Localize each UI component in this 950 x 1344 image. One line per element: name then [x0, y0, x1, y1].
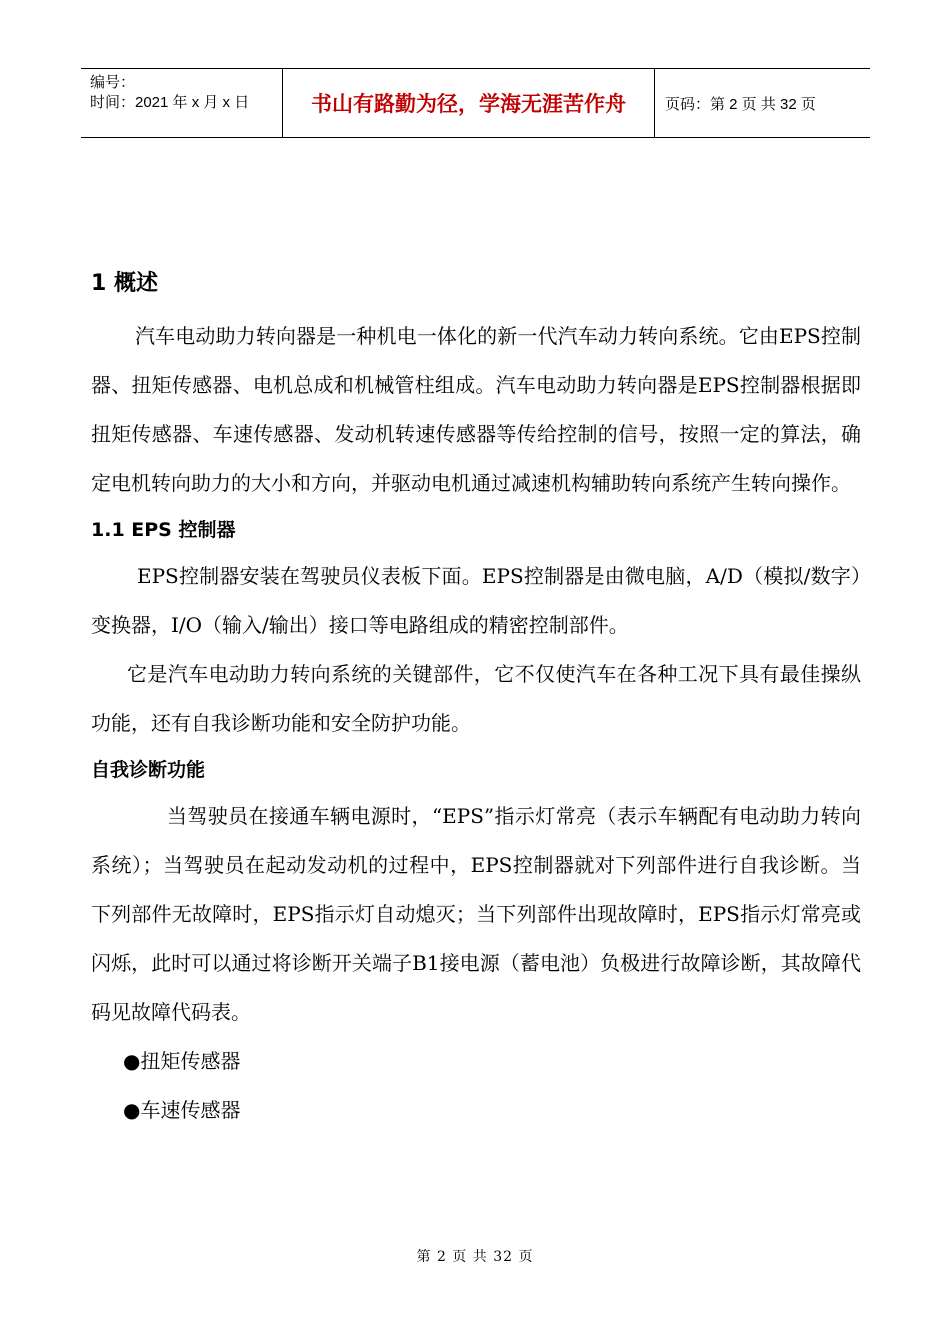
- overview-paragraph: 汽车电动助力转向器是一种机电一体化的新一代汽车动力转向系统。它由EPS控制器、扭矩传感器、电机总成和机械管柱组成。汽车电动助力转向器是EPS控制器根据即扭矩传感器、车速传感器、发动机转速传感器等传给控制的信号，按照一定的算法，确定电机转向助力的大小和方向，并驱动电机通过减速机构辅助转向系统产生转向操作。: [91, 324, 861, 495]
- section-heading-overview: 1 概述: [91, 271, 158, 296]
- page-footer: 第 2 页 共 32 页: [416, 1249, 534, 1265]
- time-label: 时间：2021 年 x 月 x 日: [90, 94, 250, 111]
- self-diagnosis-paragraph: 当驾驶员在接通车辆电源时，“EPS”指示灯常亮（表示车辆配有电动助力转向系统）；当驾驶员在起动发动机的过程中，EPS控制器就对下列部件进行自我诊断。当下列部件无故障时，EPS指示灯自动熄灭；当下列部件出现故障时，EPS指示灯常亮或闪烁，此时可以通过将诊断开关端子B1接电源（蓄电池）负极进行故障诊断，其故障代码见故障代码表。: [91, 804, 861, 1024]
- section-heading-self-diagnosis: 自我诊断功能: [91, 759, 206, 781]
- eps-controller-paragraph-2: 它是汽车电动助力转向系统的关键部件，它不仅使汽车在各种工况下具有最佳操纵功能，还有自我诊断功能和安全防护功能。: [91, 662, 861, 735]
- document-body: [91, 262, 861, 1135]
- page-header: [81, 68, 870, 138]
- header-page-info: 页码：第 2 页 共 32 页: [665, 95, 816, 113]
- header-motto: 书山有路勤为径，学海无涯苦作舟: [283, 69, 655, 137]
- section-heading-eps-controller: 1.1 EPS 控制器: [91, 519, 236, 541]
- list-item: ●扭矩传感器: [123, 1049, 241, 1073]
- header-meta: [81, 69, 283, 137]
- list-item: ●车速传感器: [123, 1098, 241, 1122]
- number-label: 编号：: [90, 74, 136, 91]
- eps-controller-paragraph-1: EPS控制器安装在驾驶员仪表板下面。EPS控制器是由微电脑，A/D（模拟/数字）变换器，I/O（输入/输出）接口等电路组成的精密控制部件。: [91, 564, 861, 637]
